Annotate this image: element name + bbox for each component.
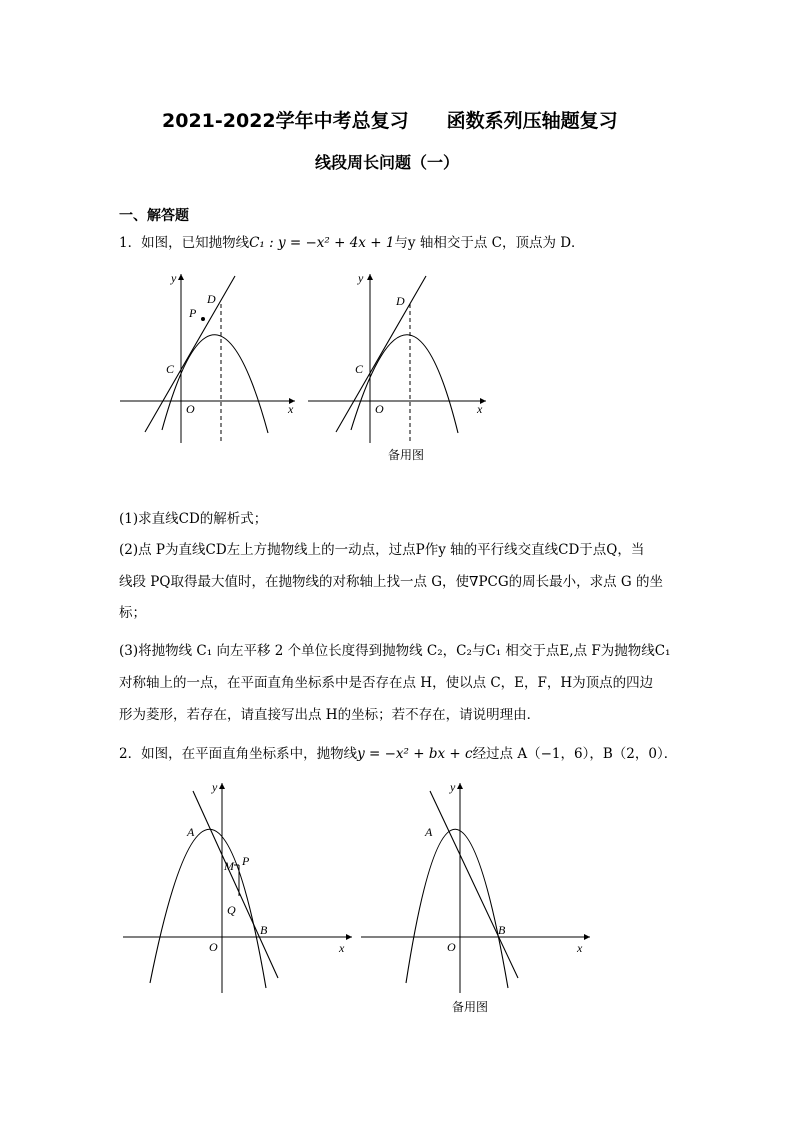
label-y: y (171, 271, 177, 285)
q1-part-3-line3: 形为菱形，若存在，请直接写出点 H的坐标；若不存在，请说明理由． (119, 707, 541, 723)
parabola-curve (351, 335, 458, 433)
q1-part-2-line2: 线段 PQ取得最大值时，在抛物线的对称轴上找一点 G，使∇PCG的周长最小，求点 G 的坐 (119, 574, 664, 590)
q2-figure-spare (358, 778, 593, 993)
label-d: D (396, 294, 405, 308)
label-x: x (477, 402, 483, 416)
q1-stem-b: 与y 轴相交于点 C，顶点为 D． (394, 235, 585, 251)
label-c: C (166, 362, 175, 376)
label-q: Q (227, 903, 236, 917)
label-x: x (339, 941, 345, 955)
label-p: P (189, 306, 197, 320)
page-title: 2021-2022学年中考总复习 函数系列压轴题复习 (162, 110, 618, 132)
label-b: B (260, 923, 268, 937)
label-x: x (288, 402, 294, 416)
q2-number: 2． (119, 746, 142, 762)
page-subtitle: 线段周长问题（一） (315, 153, 460, 172)
label-a: A (187, 825, 195, 839)
q1-part-2-line3: 标； (119, 605, 146, 621)
q2-equation: y = −x² + bx + c (357, 746, 473, 762)
q1-stem (119, 233, 585, 253)
q1-number: 1． (119, 235, 142, 251)
label-a: A (425, 825, 433, 839)
label-y: y (358, 271, 364, 285)
q2-stem-b: 经过点 A（−1，6），B（2，0）． (472, 746, 678, 762)
q1-figure-spare (306, 268, 496, 443)
q1-stem-a: 如图，已知抛物线 (141, 235, 250, 251)
q2-stem (119, 744, 677, 764)
q2-spare-caption: 备用图 (452, 1000, 489, 1014)
label-o: O (186, 402, 195, 416)
q1-spare-caption: 备用图 (388, 448, 425, 462)
label-x: x (577, 941, 583, 955)
section-heading: 一、解答题 (119, 208, 189, 224)
label-o: O (375, 402, 384, 416)
q1-part-2-line1: (2)点 P为直线CD左上方抛物线上的一动点，过点P作y 轴的平行线交直线CD于点Q，当 (119, 542, 645, 558)
q2-stem-a: 如图，在平面直角坐标系中，抛物线 (141, 746, 358, 762)
line-ab (430, 791, 518, 978)
q1-part-3-line2: 对称轴上的一点，在平面直角坐标系中是否存在点 H，使以点 C，E，F，H为顶点的四边 (119, 675, 654, 691)
q1-part-1: (1)求直线CD的解析式； (119, 511, 268, 527)
label-d: D (207, 292, 216, 306)
label-y: y (450, 780, 456, 794)
label-b: B (498, 923, 506, 937)
point-p-dot (201, 317, 205, 321)
label-p: P (242, 854, 250, 868)
label-o: O (209, 940, 218, 954)
label-y: y (212, 780, 218, 794)
q1-part-3-line1: (3)将抛物线 C₁ 向左平移 2 个单位长度得到抛物线 C₂，C₂与C₁ 相交于点E,点 F为抛物线C₁ (119, 643, 671, 659)
label-c: C (355, 362, 364, 376)
parabola-curve (406, 829, 508, 988)
label-m: M (224, 859, 234, 873)
q1-figure-main (115, 268, 305, 443)
label-o: O (447, 940, 456, 954)
line-ab (193, 791, 278, 978)
parabola-curve (162, 335, 268, 433)
q1-equation: C₁ : y = −x² + 4x + 1 (249, 235, 395, 251)
q2-figure-main (120, 778, 355, 993)
